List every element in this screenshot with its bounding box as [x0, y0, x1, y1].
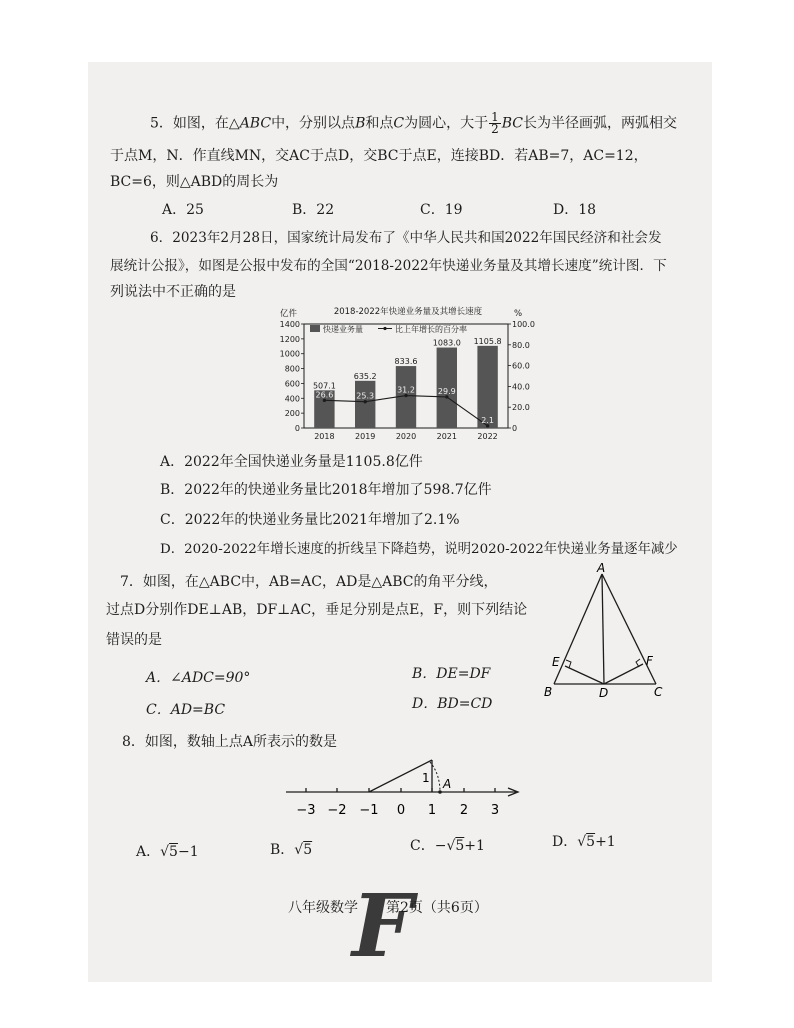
growth-value-label: 26.6	[315, 390, 334, 400]
legend-bar-label: 快递业务量	[323, 325, 363, 334]
legend-bar-swatch	[310, 325, 320, 332]
x-tick-label: 2022	[477, 432, 498, 441]
right-tick-label: 40.0	[512, 382, 530, 392]
q8-option-b[interactable]: B．√5	[270, 842, 313, 858]
x-tick-label: 2019	[355, 432, 376, 441]
right-tick-label: 20.0	[512, 403, 530, 413]
left-axis-unit: 亿件	[280, 309, 298, 319]
growth-value-label: 2.1	[481, 415, 494, 425]
q8-line-1: 8．如图，数轴上点A所表示的数是	[122, 734, 338, 750]
growth-value-label: 29.9	[437, 386, 456, 396]
point-d-label: D	[599, 686, 609, 700]
height-label: 1	[422, 771, 430, 785]
bar-value-label: 833.6	[394, 357, 418, 367]
q5-option-a[interactable]: A．25	[162, 202, 204, 218]
vertex-b-label: B	[544, 685, 553, 699]
legend-line-marker	[383, 327, 386, 330]
q6-option-b[interactable]: B．2022年的快递业务量比2018年增加了598.7亿件	[160, 482, 492, 498]
q6-option-a[interactable]: A．2022年全国快递业务量是1105.8亿件	[160, 454, 423, 470]
label-1: 1	[427, 803, 437, 818]
left-tick-label: 200	[284, 409, 300, 419]
q5-line-3: BC=6，则△ABD的周长为	[110, 174, 279, 190]
q5-fraction: $\frac{1}{2}$	[491, 110, 499, 136]
growth-value-label: 31.2	[397, 385, 415, 395]
q8-option-c[interactable]: C．−√5+1	[410, 838, 485, 854]
label-neg2: −2	[327, 803, 347, 818]
segment-de	[565, 666, 604, 684]
bar-value-label: 507.1	[312, 381, 336, 391]
q5-option-b[interactable]: B．22	[292, 202, 335, 218]
q7-option-d[interactable]: D．BD=CD	[412, 696, 493, 712]
bar-value-label: 635.2	[353, 371, 377, 381]
point-a-dot	[438, 790, 442, 794]
x-tick-label: 2021	[436, 432, 457, 441]
q5-option-c[interactable]: C．19	[420, 202, 463, 218]
right-tick-label: 80.0	[512, 340, 530, 350]
bar-value-label: 1083.0	[432, 338, 461, 348]
q5-line-1: 5．如图，在△ABC中，分别以点B和点C为圆心，大于 $\frac{1}{2}$ BC长为半径画弧，两弧相交	[150, 110, 677, 136]
q8-option-a[interactable]: A．√5−1	[136, 844, 199, 860]
q6-option-c[interactable]: C．2022年的快递业务量比2021年增加了2.1%	[160, 512, 460, 528]
q5-option-d[interactable]: D．18	[553, 202, 597, 218]
footer-page-number: 第2页（共6页）	[386, 900, 488, 916]
segment-df	[604, 664, 643, 684]
q6-line-1: 6．2023年2月28日，国家统计局发布了《中华人民共和国2022年国民经济和社会发	[150, 230, 662, 246]
left-tick-label: 0	[294, 424, 300, 433]
q5-line-2: 于点M，N．作直线MN，交AC于点D，交BC于点E，连接BD．若AB=7，AC=12，	[110, 148, 648, 164]
x-tick-label: 2018	[314, 432, 335, 441]
chart-legend	[310, 324, 467, 334]
legend-line-label: 比上年增长的百分率	[395, 325, 467, 334]
x-tick-label: 2020	[395, 432, 417, 441]
left-tick-label: 600	[284, 379, 300, 389]
right-axis-unit: %	[514, 309, 523, 319]
q6-option-d[interactable]: D．2020-2022年增长速度的折线呈下降趋势，说明2020-2022年快递业务量逐年减少	[160, 542, 678, 557]
q6-line-2: 展统计公报》，如图是公报中发布的全国“2018-2022年快递业务量及其增长速度”统计图．下	[110, 258, 667, 274]
side-ab	[554, 574, 602, 684]
footer-subject: 八年级数学	[288, 900, 358, 916]
label-3: 3	[490, 803, 500, 818]
point-a-label: A	[443, 777, 452, 791]
label-2: 2	[459, 803, 469, 818]
right-tick-label: 0	[512, 424, 518, 433]
right-tick-label: 60.0	[512, 361, 530, 371]
left-tick-label: 400	[284, 394, 300, 404]
sqrt-sign: √	[294, 842, 304, 858]
sqrt-sign: √	[577, 834, 587, 850]
bar-value-label: 1105.8	[473, 336, 502, 346]
q7-option-b[interactable]: B．DE=DF	[412, 666, 491, 682]
left-tick-label: 800	[284, 364, 300, 374]
label-neg1: −1	[359, 803, 379, 818]
bar-2019	[355, 381, 375, 428]
sqrt-sign: √	[160, 844, 170, 860]
express-volume-chart	[268, 304, 548, 444]
label-neg3: −3	[296, 803, 316, 818]
q6-line-3: 列说法中不正确的是	[110, 284, 236, 300]
left-tick-label: 1400	[279, 320, 300, 329]
vertex-c-label: C	[654, 685, 663, 699]
left-tick-label: 1000	[279, 349, 300, 359]
point-f-label: F	[646, 654, 653, 668]
number-line-figure	[280, 752, 530, 822]
q7-option-a[interactable]: A．∠ADC=90°	[146, 670, 251, 686]
q7-line-2: 过点D分别作DE⊥AB，DF⊥AC，垂足分别是点E，F，则下列结论	[106, 602, 528, 618]
chart-title: 2018-2022年快递业务量及其增长速度	[333, 307, 483, 317]
right-tick-label: 100.0	[512, 320, 535, 329]
growth-value-label: 25.3	[356, 391, 375, 401]
sqrt-sign: √	[446, 838, 456, 854]
label-0: 0	[396, 803, 406, 818]
q7-option-c[interactable]: C．AD=BC	[146, 702, 226, 718]
q7-line-1: 7．如图，在△ABC中，AB=AC，AD是△ABC的角平分线，	[120, 574, 498, 590]
watermark-letter: F	[352, 876, 414, 977]
q7-line-3: 错误的是	[106, 632, 162, 648]
vertex-a-label: A	[597, 561, 606, 575]
point-e-label: E	[552, 655, 560, 669]
triangle-figure	[530, 560, 680, 700]
q8-option-d[interactable]: D．√5+1	[552, 834, 616, 850]
segment-ad	[602, 574, 604, 684]
left-tick-label: 1200	[279, 334, 300, 344]
